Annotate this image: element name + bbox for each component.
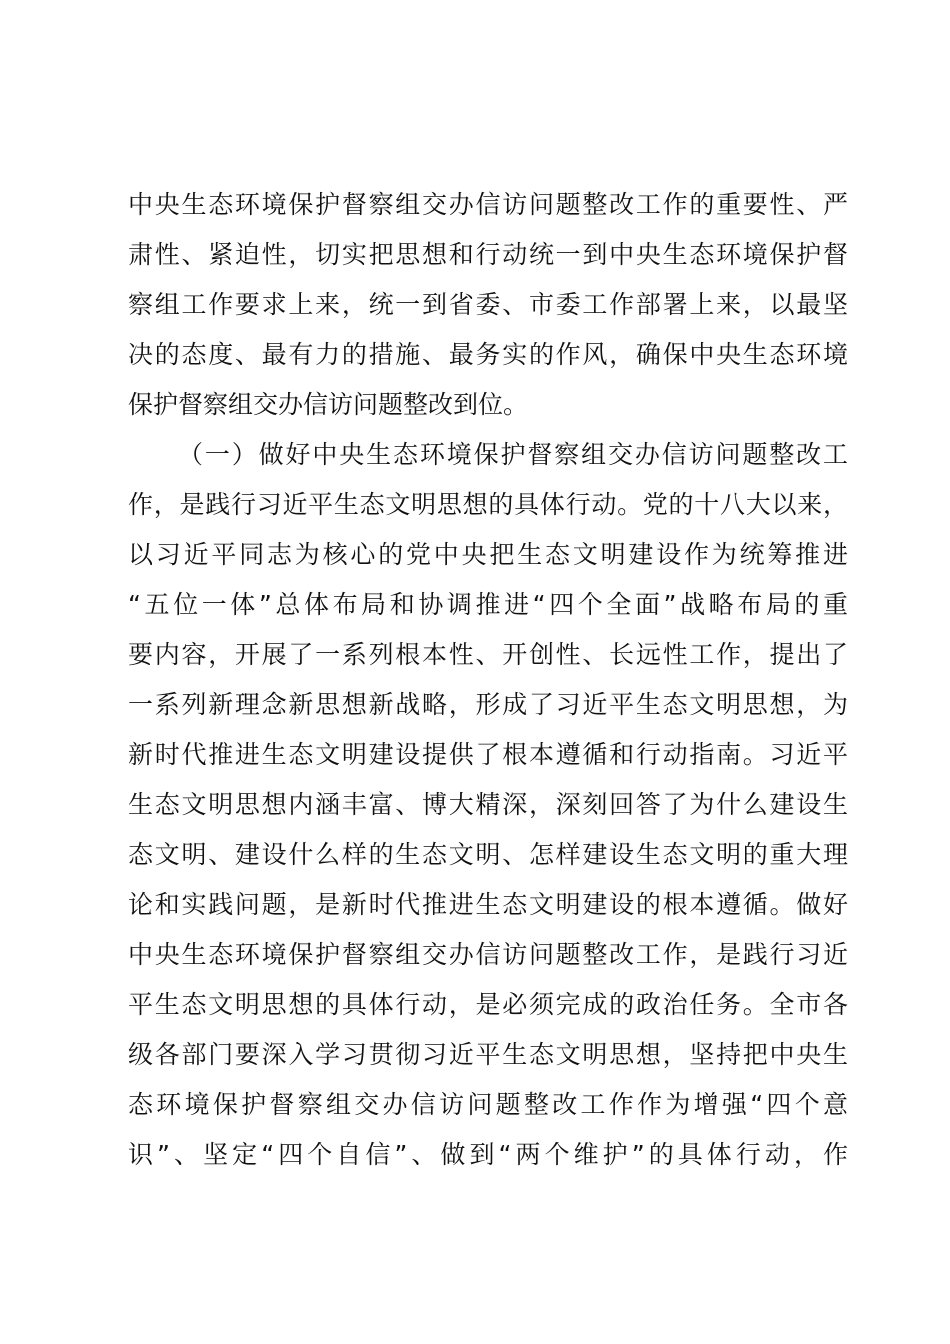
text-line: 平生态文明思想的具体行动，是必须完成的政治任务。全市各 (128, 990, 848, 1019)
text-line: 新时代推进生态文明建设提供了根本遵循和行动指南。习近平 (128, 740, 848, 769)
text-line: 论和实践问题，是新时代推进生态文明建设的根本遵循。做好 (128, 890, 848, 919)
text-line: 以习近平同志为核心的党中央把生态文明建设作为统筹推进 (128, 540, 848, 569)
text-line: “五位一体”总体布局和协调推进“四个全面”战略布局的重 (128, 590, 848, 619)
text-line: 识”、坚定“四个自信”、做到“两个维护”的具体行动，作 (128, 1140, 848, 1169)
text-line: 察组工作要求上来，统一到省委、市委工作部署上来，以最坚 (128, 290, 848, 319)
text-line: 级各部门要深入学习贯彻习近平生态文明思想，坚持把中央生 (128, 1040, 848, 1069)
text-line: 肃性、紧迫性，切实把思想和行动统一到中央生态环境保护督 (128, 240, 848, 269)
text-line: 决的态度、最有力的措施、最务实的作风，确保中央生态环境 (128, 340, 848, 369)
text-line: 态文明、建设什么样的生态文明、怎样建设生态文明的重大理 (128, 840, 848, 869)
text-line: 要内容，开展了一系列根本性、开创性、长远性工作，提出了 (128, 640, 848, 669)
text-line: 生态文明思想内涵丰富、博大精深，深刻回答了为什么建设生 (128, 790, 848, 819)
text-line: 作，是践行习近平生态文明思想的具体行动。党的十八大以来， (128, 490, 848, 519)
text-line: 一系列新理念新思想新战略，形成了习近平生态文明思想，为 (128, 690, 848, 719)
text-line: 中央生态环境保护督察组交办信访问题整改工作，是践行习近 (128, 940, 848, 969)
text-line: 中央生态环境保护督察组交办信访问题整改工作的重要性、严 (128, 190, 848, 219)
text-line: 态环境保护督察组交办信访问题整改工作作为增强“四个意 (128, 1090, 848, 1119)
body-text (128, 180, 848, 1180)
section-heading-line: （一）做好中央生态环境保护督察组交办信访问题整改工 (178, 440, 848, 469)
text-line-paragraph-end: 保护督察组交办信访问题整改到位。 (128, 390, 529, 419)
